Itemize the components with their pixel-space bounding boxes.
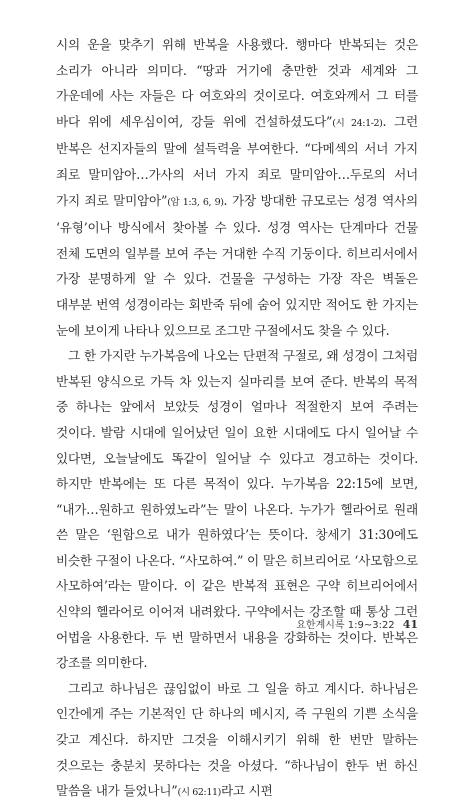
paragraph [56, 32, 418, 343]
paragraph [56, 676, 418, 806]
scripture-reference: (암 1:3, 6, 9) [167, 196, 224, 208]
scripture-reference: (시 24:1-2) [332, 117, 383, 129]
scripture-reference: (시 62:11) [177, 787, 221, 799]
body-text [56, 32, 418, 806]
paragraph-text: . 그런 반복은 선지자들의 말에 설득력을 부여한다. “다메섹의 서너 가지 죄로 말미암아…가사의 서너 가지 죄로 말미암아…두로의 서너 가지 죄로 말미암아” [56, 113, 418, 208]
paragraph-text: 시의 운을 맞추기 위해 반복을 사용했다. 행마다 반복되는 것은 소리가 아니라 의미다. “땅과 거기에 충만한 것과 세계와 그 가운데에 사는 자들은 다 여호와의 것이로다. 여호와께서 그 터를 바다 위에 세우심이여, 강들 위에 건설하셨도다” [56, 37, 418, 129]
paragraph-text: 그 한 가지란 누가복음에 나오는 단편적 구절로, 왜 성경이 그처럼 반복된 양식으로 가득 차 있는지 실마리를 보여 준다. 반복의 목적 중 하나는 앞에서 보았듯 성경이 얼마나 적절한지 보여 주려는 것이다. 발람 시대에 일어났던 일이 요한 시대에도 다시 일어날 수 있다면, 오늘날에도 똑같이 일어날 수 있다고 경고하는 것이다. 하지만 반복에는 또 다른 목적이 있다. 누가복음 22:15에 보면, “내가…원하고 원하였노라”는 말이 나온다. 누가가 헬라어로 원래 쓴 말은 ‘원함으로 내가 원하였다’는 뜻이다. 창세기 31:30에도 비슷한 구절이 나온다. “사모하여.” 이 말은 히브리어로 ‘사모함으로 사모하여’라는 말이다. 이 같은 반복적 표현은 구약 히브리어에서 신약의 헬라어로 이어져 내려왔다. 구약에서는 강조할 때 통상 그런 어법을 사용한다. 두 번 말하면서 내용을 강화하는 것이다. 반복은 강조를 의미한다. [56, 348, 418, 671]
page-number: 41 [402, 618, 418, 631]
paragraph-text: 그리고 하나님은 끊임없이 바로 그 일을 하고 계시다. 하나님은 인간에게 주는 기본적인 단 하나의 메시지, 즉 구원의 기쁜 소식을 갖고 계신다. 하지만 그것을 이해시키기 위해 한 번만 말하는 것으로는 충분치 못하다는 것을 아셨다. “하나님이 한두 번 하신 말씀을 내가 들었나니” [56, 680, 418, 799]
page-footer [296, 616, 418, 631]
paragraph-text: . 가장 방대한 규모로는 성경 역사의 ‘유형’이나 방식에서 찾아볼 수 있다. 성경 역사는 단계마다 건물 전체 도면의 일부를 보여 주는 거대한 수직 기둥이다. 히브리서에서 가장 분명하게 알 수 있다. 건물을 구성하는 가장 작은 벽돌은 대부분 번역 성경이라는 회반죽 뒤에 숨어 있지만 적어도 한 가지는 눈에 보이게 나타나 있으므로 조그만 구절에서도 찾을 수 있다. [56, 192, 418, 338]
paragraph-text: 라고 시편 [220, 783, 273, 799]
running-title: 요한계시록 1:9~3:22 [296, 620, 395, 631]
